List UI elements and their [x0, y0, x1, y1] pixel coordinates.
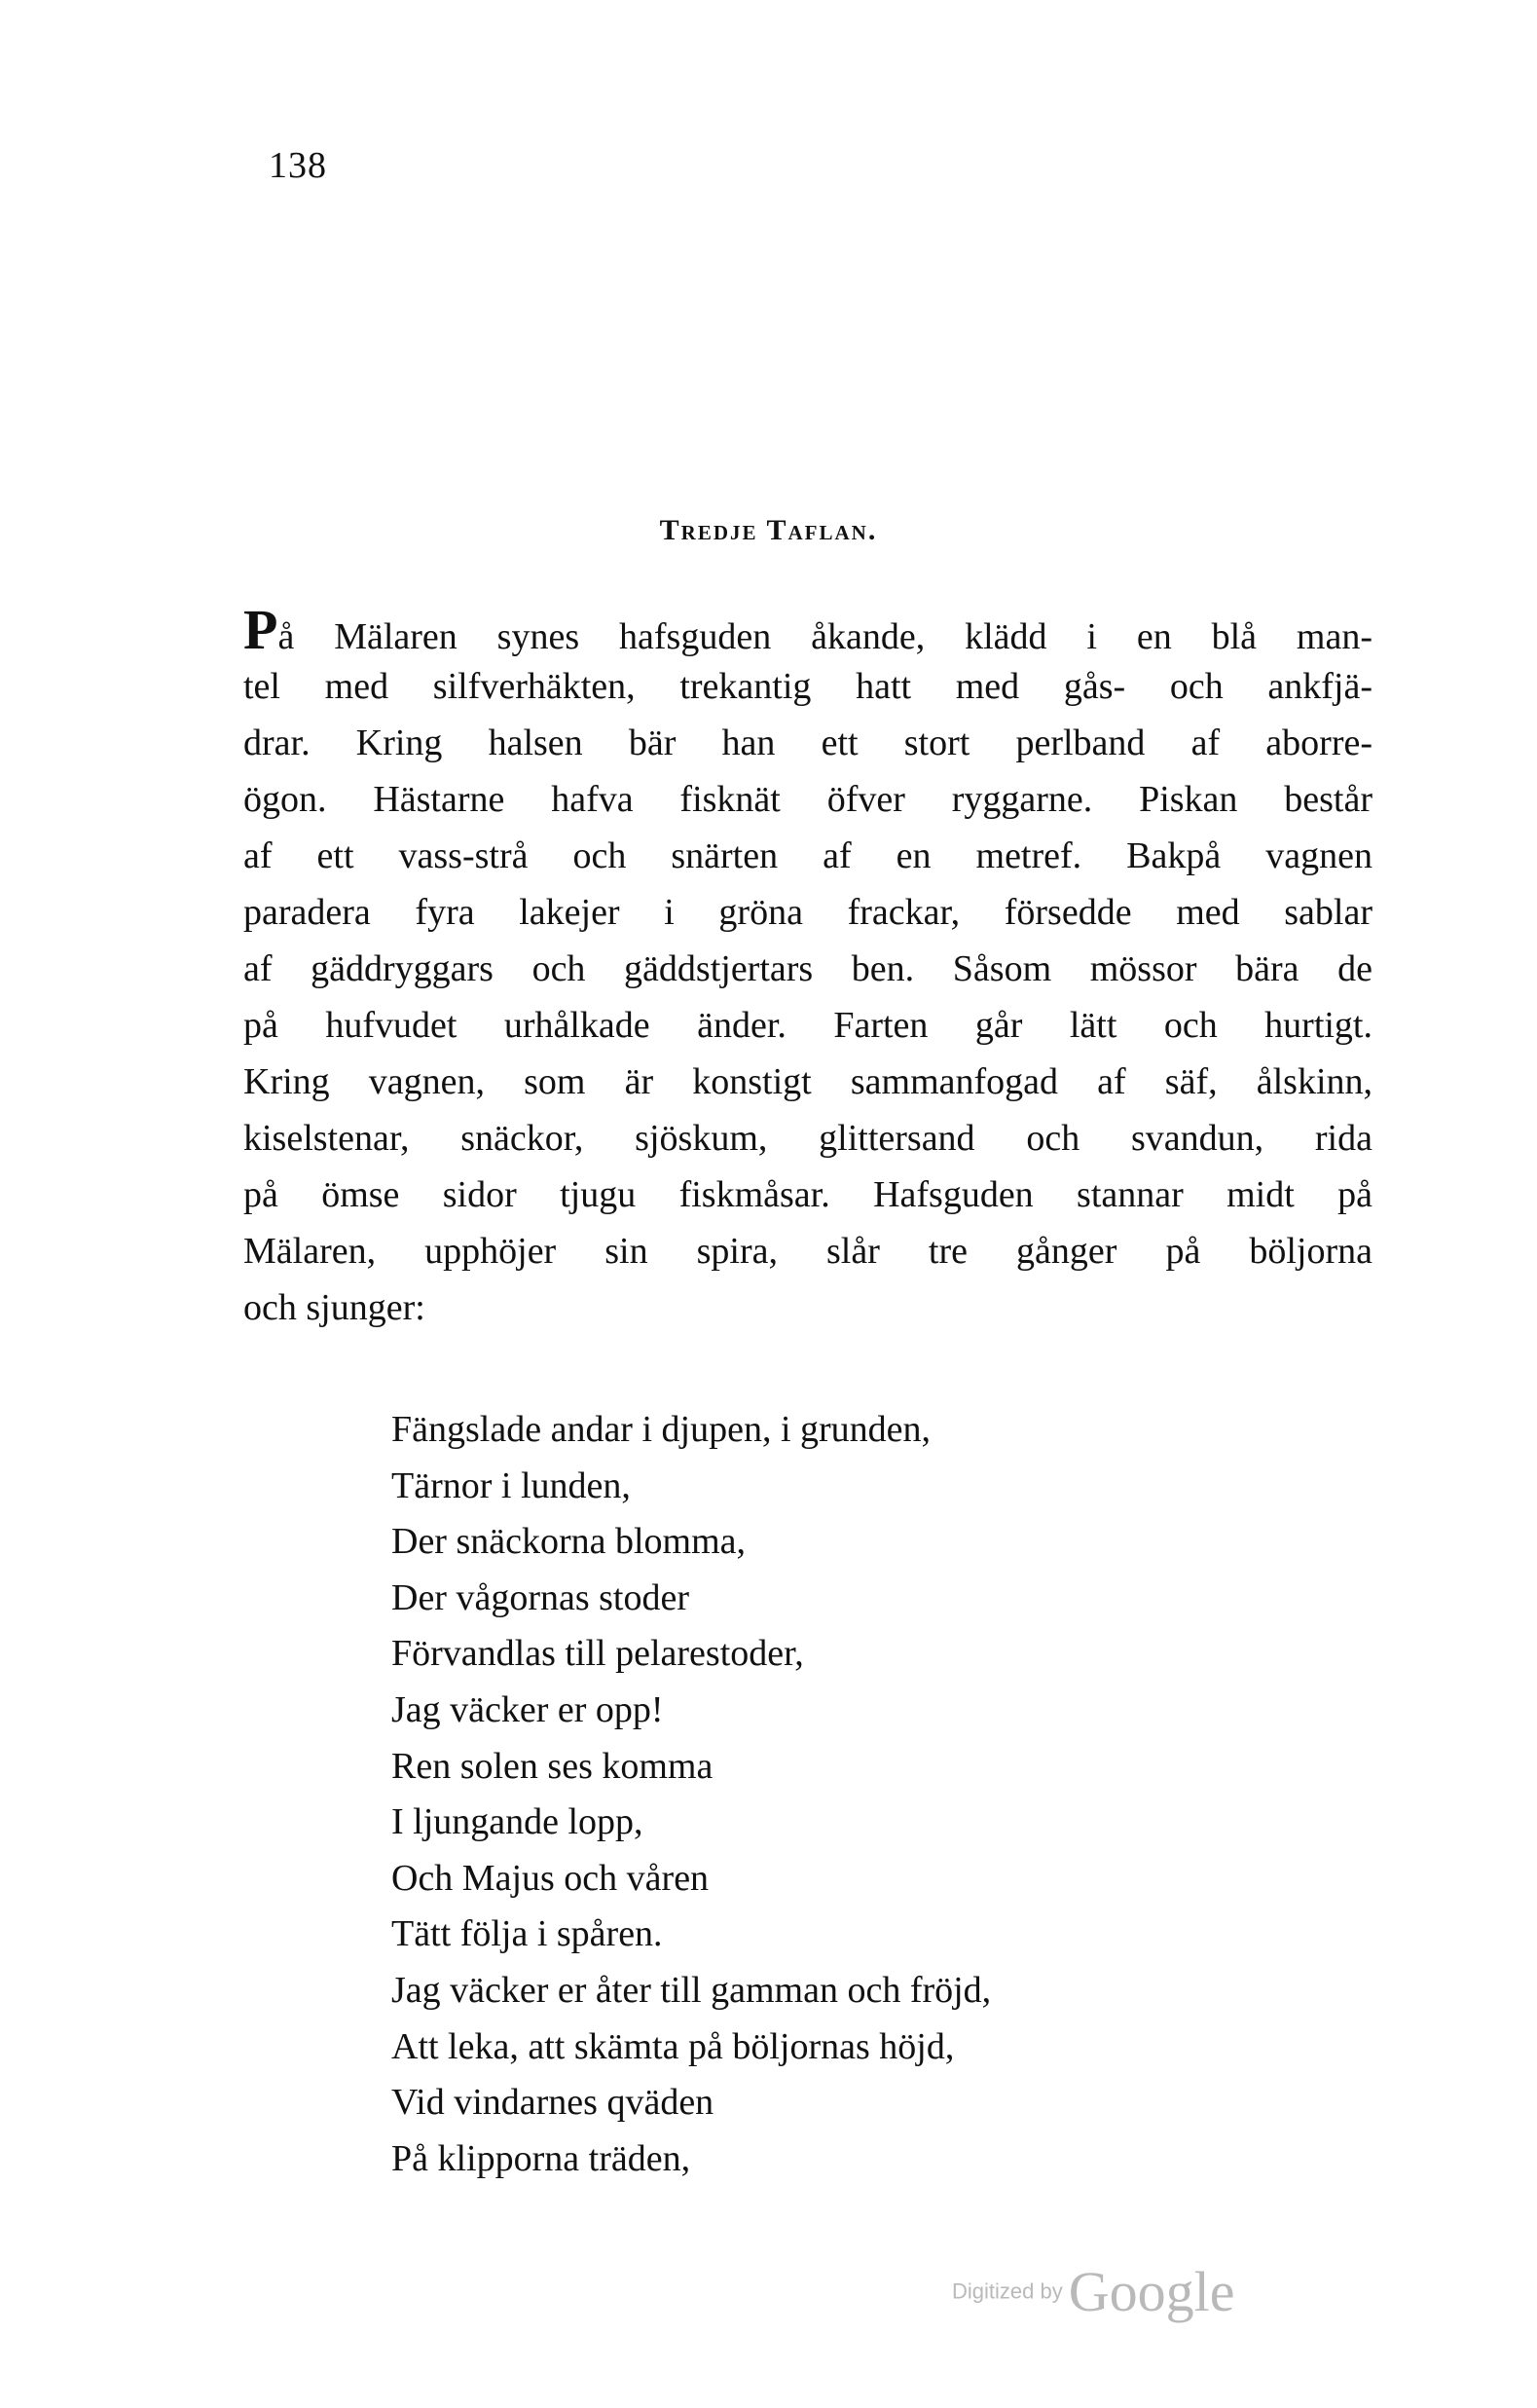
prose-line: paradera fyra lakejer i gröna frackar, försedde med sablar — [243, 892, 1372, 933]
prose-line: drar. Kring halsen bär han ett stort perlband af aborre- — [243, 722, 1372, 763]
prose-line: Mälaren, upphöjer sin spira, slår tre gånger på böljorna — [243, 1231, 1372, 1272]
verse-line: Jag väcker er opp! — [391, 1688, 664, 1730]
digitized-watermark — [952, 2259, 1234, 2324]
prose-line: kiselstenar, snäckor, sjöskum, glittersand och svandun, rida — [243, 1118, 1372, 1159]
prose-line: Kring vagnen, som är konstigt sammanfogad af säf, ålskinn, — [243, 1061, 1372, 1102]
verse-line: Tärnor i lunden, — [391, 1464, 631, 1506]
verse-line: Att leka, att skämta på böljornas höjd, — [391, 2025, 955, 2067]
prose-line: af gäddryggars och gäddstjertars ben. Såsom mössor bära de — [243, 948, 1372, 989]
prose-paragraph — [243, 598, 1372, 1336]
verse-line: I ljungande lopp, — [391, 1801, 643, 1843]
verse-line: Jag väcker er åter till gamman och fröjd, — [391, 1969, 992, 2011]
drop-cap: P — [243, 598, 278, 661]
google-logo: Google — [1068, 2260, 1235, 2323]
verse-line: Ren solen ses komma — [391, 1745, 714, 1787]
verse-line: Och Majus och våren — [391, 1857, 710, 1899]
prose-line-text: å Mälaren synes hafsguden åkande, klädd i en blå man- — [277, 616, 1372, 657]
prose-line: tel med silfverhäkten, trekantig hatt med gås- och ankfjä- — [243, 666, 1372, 707]
verse-line: På klipporna träden, — [391, 2137, 691, 2179]
verse-line: Förvandlas till pelarestoder, — [391, 1633, 804, 1675]
verse-line: Tätt följa i spåren. — [391, 1913, 663, 1955]
watermark-prefix: Digitized by — [952, 2278, 1063, 2304]
verse-line: Fängslade andar i djupen, i grunden, — [391, 1409, 932, 1450]
prose-line: ögon. Hästarne hafva fisknät öfver ryggarne. Piskan består — [243, 779, 1372, 820]
prose-line — [243, 598, 1372, 661]
verse-line: Vid vindarnes qväden — [391, 2082, 714, 2124]
verse-line: Der vågornas stoder — [391, 1576, 690, 1618]
verse-line: Der snäckorna blomma, — [391, 1521, 747, 1563]
page-number: 138 — [269, 145, 327, 186]
prose-line: af ett vass-strå och snärten af en metref. Bakpå vagnen — [243, 835, 1372, 876]
prose-line: och sjunger: — [243, 1287, 425, 1328]
prose-line: på hufvudet urhålkade änder. Farten går lätt och hurtigt. — [243, 1005, 1372, 1046]
section-title: Tredje Taflan. — [659, 514, 878, 546]
prose-line: på ömse sidor tjugu fiskmåsar. Hafsguden stannar midt på — [243, 1174, 1372, 1215]
verse-stanza — [391, 1402, 991, 2187]
